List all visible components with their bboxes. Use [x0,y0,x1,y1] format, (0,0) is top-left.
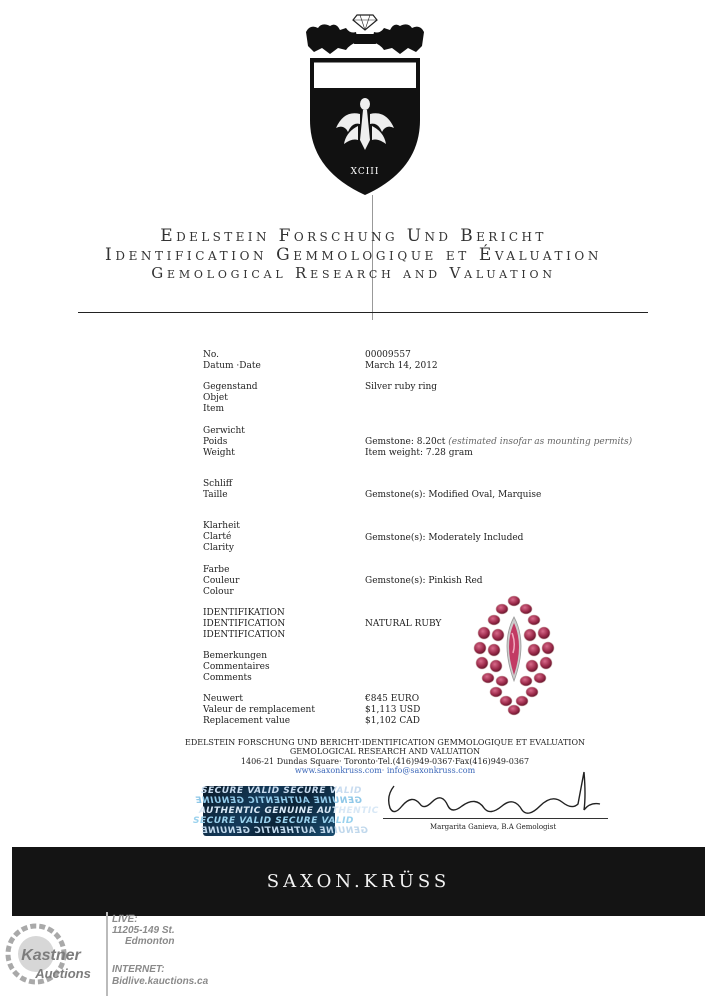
weight-label-fr: Poids [203,437,228,447]
logo-line-1: Kastner [21,947,81,964]
live-label: LIVE: [112,914,138,925]
colour-label-fr: Couleur [203,576,240,586]
value-usd: $1,113 USD [365,705,421,715]
footer-line-2: GEMOLOGICAL RESEARCH AND VALUATION [289,747,481,756]
report-no-label: No. [203,350,219,360]
colour-label-de: Farbe [203,565,230,575]
value-label-de: Neuwert [203,694,243,704]
cut-label-fr: Taille [203,490,228,500]
auction-logo [3,920,98,990]
item-label-en: Item [203,404,225,414]
date-value: March 14, 2012 [365,361,438,371]
hologram-row: AUTHENTIC GENUINE AUTHENTIC [199,806,379,816]
live-address-2: Edmonton [125,936,175,947]
hologram-row: GENUINE AUTHENTIC GENUINE [195,796,362,806]
colour-value: Gemstone(s): Pinkish Red [365,576,483,586]
ident-label-de: IDENTIFIKATION [203,608,285,618]
footer-contact-link[interactable]: www.saxonkruss.com· info@saxonkruss.com [294,766,476,775]
weight-label-en: Weight [203,448,235,458]
signature-line [383,818,608,819]
header-rule [78,312,648,313]
title-french: Identification Gemmologique et Évaluation [105,245,602,265]
weight-gem-text: Gemstone: 8.20ct [365,437,446,447]
footer-address: 1406-21 Dundas Square· Toronto·Tel.(416)949-0367·Fax(416)949-0367 [240,757,530,766]
item-label-fr: Objet [203,393,228,403]
weight-item-value: Item weight: 7.28 gram [365,448,473,458]
watermark-divider [106,912,108,996]
value-label-en: Replacement value [203,716,291,726]
clarity-label-fr: Clarté [203,532,232,542]
ident-label-en: IDENTIFICATION [203,630,286,640]
logo-line-2: Auctions [35,966,91,981]
ruby-ring-photo [472,593,557,718]
clarity-label-en: Clarity [203,543,235,553]
handwritten-signature [372,766,612,826]
value-cad: $1,102 CAD [365,716,420,726]
value-euro: €845 EURO [365,694,420,704]
title-english: Gemological Research and Valuation [151,264,556,282]
internet-label: INTERNET: [112,964,165,975]
weight-gem-value [365,437,632,448]
cut-value: Gemstone(s): Modified Oval, Marquise [365,490,542,500]
crest-numeral: XCIII [350,167,380,177]
footer-line-1: EDELSTEIN FORSCHUNG UND BERICHT·IDENTIFICATION GEMMOLOGIQUE ET EVALUATION [184,738,586,747]
hologram-row: GENUINE AUTHENTIC GENUINE [201,826,368,836]
weight-label-de: Gerwicht [203,426,245,436]
clarity-label-de: Klarheit [203,521,240,531]
remarks-label-fr: Commentaires [203,662,270,672]
security-hologram [193,786,379,836]
date-label: Datum ·Date [203,361,261,371]
remarks-label-de: Bemerkungen [203,651,268,661]
live-address-1: 11205-149 St. [112,925,175,936]
weight-note: (estimated insofar as mounting permits) [448,437,633,447]
colour-label-en: Colour [203,587,234,597]
signatory-name: Margarita Ganieva, B.A Gemologist [430,823,557,831]
brand-name: SAXON.KRÜSS [266,871,451,892]
ident-value: NATURAL RUBY [365,619,442,629]
hologram-row: SECURE VALID SECURE VALID [201,786,362,796]
item-value: Silver ruby ring [365,382,438,392]
item-label-de: Gegenstand [203,382,258,392]
title-german: Edelstein Forschung Und Bericht [160,226,547,246]
internet-url[interactable]: Bidlive.kauctions.ca [112,976,209,987]
ident-label-fr: IDENTIFICATION [203,619,286,629]
report-no-value: 00009557 [365,350,411,360]
remarks-label-en: Comments [203,673,252,683]
clarity-value: Gemstone(s): Moderately Included [365,533,524,543]
hologram-row: SECURE VALID SECURE VALID [193,816,354,826]
value-label-fr: Valeur de remplacement [203,705,315,715]
cut-label-de: Schliff [203,479,233,489]
